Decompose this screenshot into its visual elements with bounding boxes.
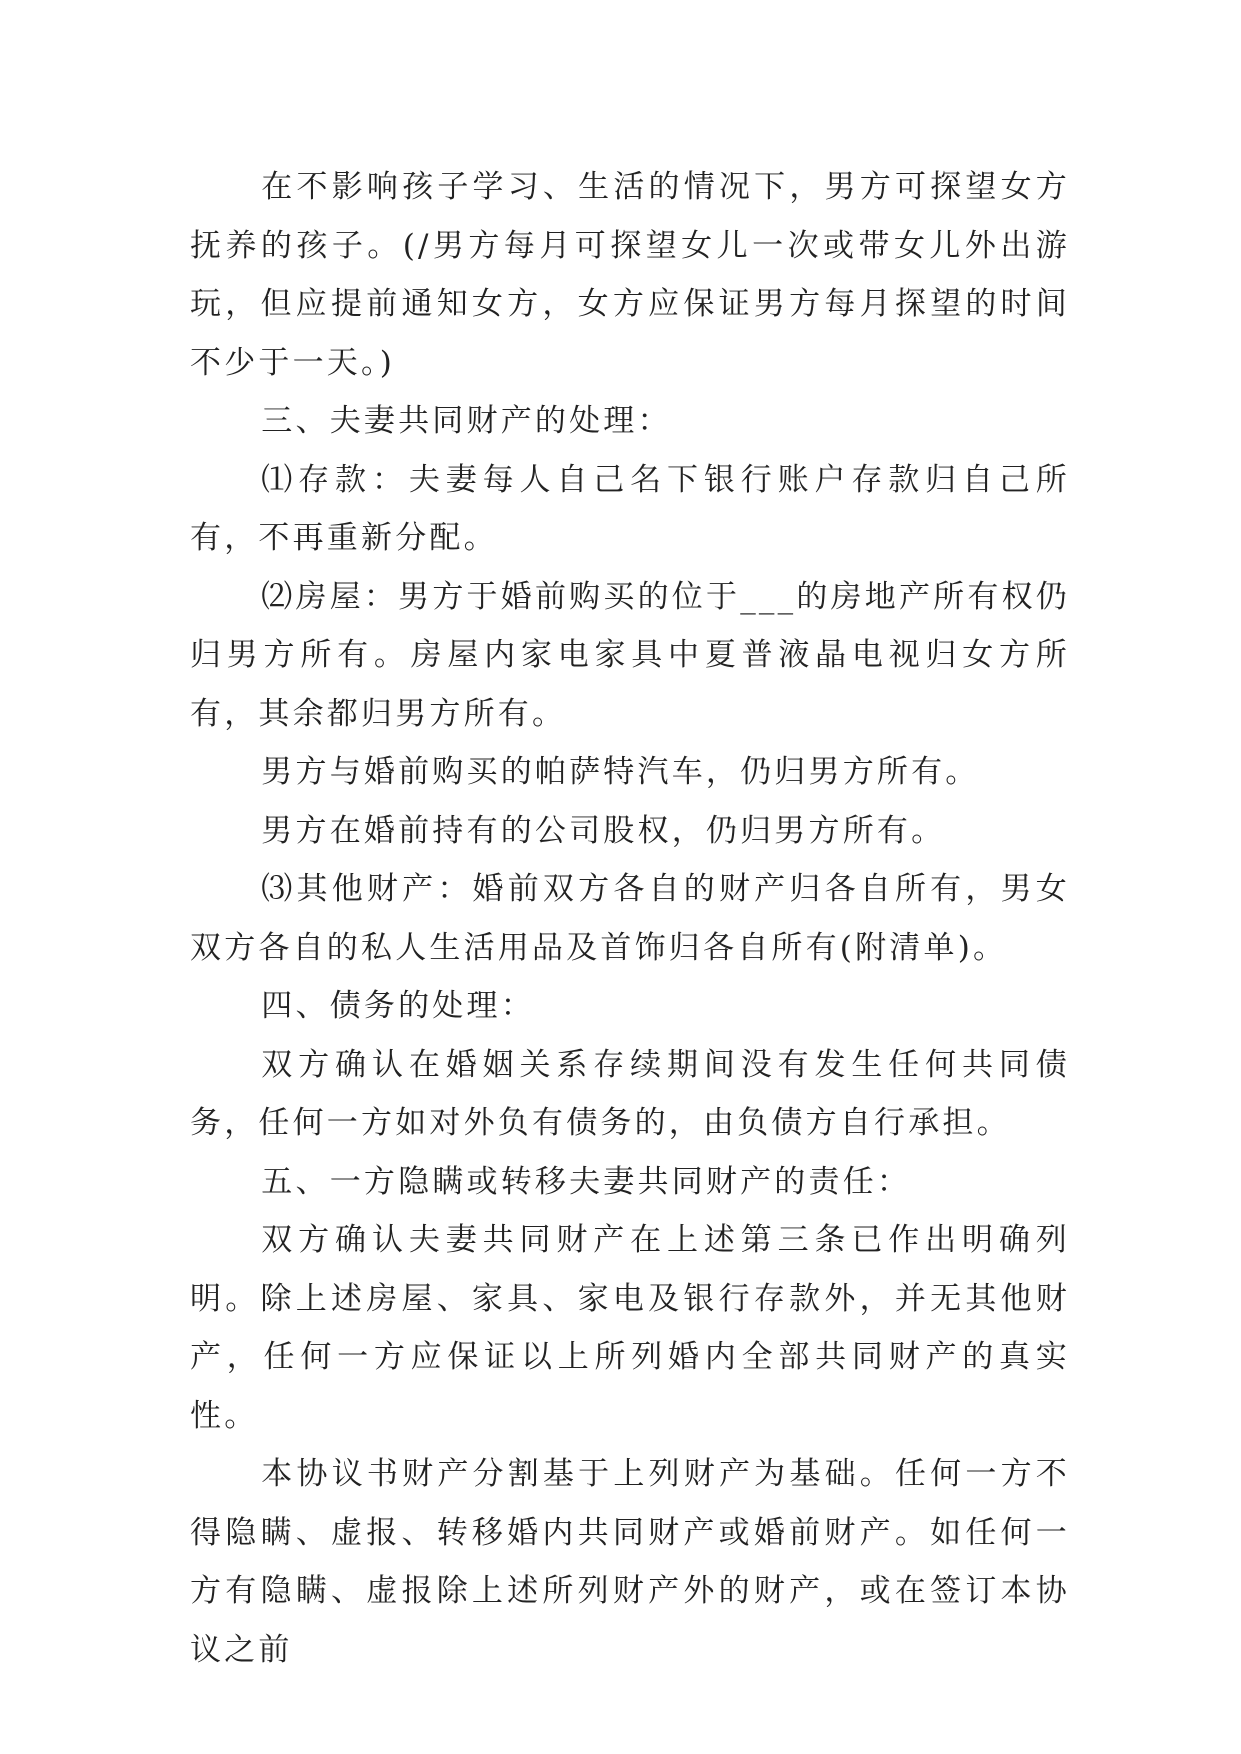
paragraph-deposits: ⑴存款：夫妻每人自己名下银行账户存款归自己所有，不再重新分配。 (190, 461, 1070, 556)
section-heading-liability: 五、一方隐瞒或转移夫妻共同财产的责任： (261, 1163, 912, 1200)
document-body (190, 158, 1070, 1679)
paragraph-equity: 男方在婚前持有的公司股权，仍归男方所有。 (261, 812, 946, 849)
section-heading-property: 三、夫妻共同财产的处理： (261, 403, 672, 439)
paragraph-house: ⑵房屋：男方于婚前购买的位于___的房地产所有权仍归男方所有。房屋内家电家具中夏普液晶电视归女方所有，其余都归男方所有。 (190, 578, 1070, 732)
paragraph-visitation: 在不影响孩子学习、生活的情况下，男方可探望女方抚养的孩子。(/男方每月可探望女儿一次或带女儿外出游玩，但应提前通知女方，女方应保证男方每月探望的时间不少于一天。) (190, 169, 1070, 381)
paragraph-debts: 双方确认在婚姻关系存续期间没有发生任何共同债务，任何一方如对外负有债务的，由负债方自行承担。 (190, 1046, 1070, 1141)
paragraph-basis: 本协议书财产分割基于上列财产为基础。任何一方不得隐瞒、虚报、转移婚内共同财产或婚前财产。如任何一方有隐瞒、虚报除上述所列财产外的财产，或在签订本协议之前 (190, 1456, 1070, 1668)
paragraph-car: 男方与婚前购买的帕萨特汽车，仍归男方所有。 (261, 754, 980, 790)
section-heading-debts: 四、债务的处理： (261, 988, 535, 1024)
paragraph-confirmation: 双方确认夫妻共同财产在上述第三条已作出明确列明。除上述房屋、家具、家电及银行存款外，并无其他财产，任何一方应保证以上所列婚内全部共同财产的真实性。 (190, 1222, 1070, 1434)
paragraph-other-property: ⑶其他财产：婚前双方各自的财产归各自所有，男女双方各自的私人生活用品及首饰归各自所有(附清单)。 (190, 871, 1070, 966)
